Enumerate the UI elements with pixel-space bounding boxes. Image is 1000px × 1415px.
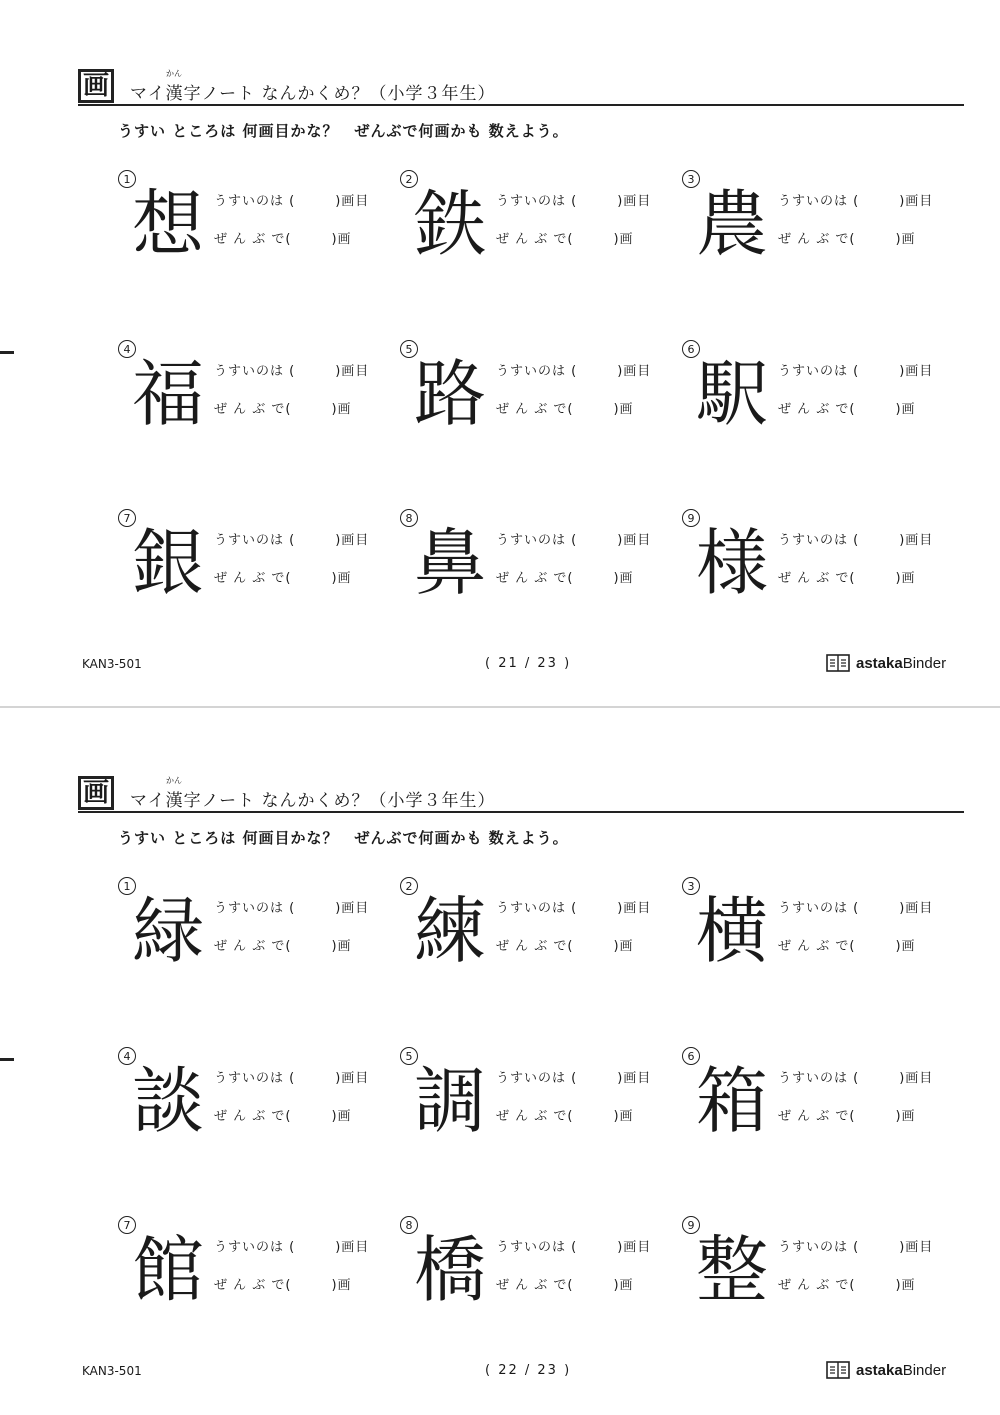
light-stroke-suffix: )画目 [899,1240,934,1255]
light-stroke-suffix: )画目 [335,901,370,916]
question-number: 5 [400,1047,418,1065]
light-stroke-prefix: うすいのは ( [778,533,860,548]
kanji-character: 談 [132,1059,205,1143]
total-stroke-suffix: )画 [895,571,916,586]
light-stroke-suffix: )画目 [899,1071,934,1086]
total-stroke-question [214,398,352,417]
total-stroke-prefix: ぜ ん ぶ で( [214,1109,292,1124]
question-number: 1 [118,877,136,895]
total-stroke-prefix: ぜ ん ぶ で( [778,1278,856,1293]
light-stroke-question [214,897,369,916]
light-stroke-prefix: うすいのは ( [778,901,860,916]
total-stroke-suffix: )画 [613,1278,634,1293]
light-stroke-question [778,190,933,209]
total-stroke-prefix: ぜ ん ぶ で( [214,1278,292,1293]
total-stroke-prefix: ぜ ん ぶ で( [214,232,292,247]
instruction-text: うすい ところは 何画目かな？ ぜんぶで何画かも 数えよう。 [118,829,569,847]
worksheet-page [0,707,1000,1414]
total-stroke-question [214,935,352,954]
question-number: 7 [118,1216,136,1234]
worksheet-code: KAN3-501 [82,1364,142,1378]
light-stroke-suffix: )画目 [335,1071,370,1086]
total-stroke-suffix: )画 [331,1278,352,1293]
worksheet-page [0,0,1000,707]
light-stroke-prefix: うすいのは ( [214,533,296,548]
total-stroke-suffix: )画 [331,402,352,417]
page-number: ( 22 / 23 ) [485,1363,572,1378]
question-number: 9 [682,1216,700,1234]
question-number: 6 [682,340,700,358]
total-stroke-suffix: )画 [331,571,352,586]
light-stroke-suffix: )画目 [335,1240,370,1255]
kanji-character: 農 [696,182,769,266]
total-stroke-question [496,567,634,586]
light-stroke-question [214,360,369,379]
kanji-character: 駅 [696,352,769,436]
question-number: 1 [118,170,136,188]
question-number: 6 [682,1047,700,1065]
light-stroke-suffix: )画目 [617,1240,652,1255]
page-number: ( 21 / 23 ) [485,656,572,671]
light-stroke-suffix: )画目 [899,533,934,548]
light-stroke-suffix: )画目 [899,364,934,379]
ruby-text: かん [166,776,182,785]
total-stroke-prefix: ぜ ん ぶ で( [214,939,292,954]
total-stroke-question [496,1274,634,1293]
total-stroke-prefix: ぜ ん ぶ で( [778,1109,856,1124]
light-stroke-question [778,897,933,916]
light-stroke-question [496,1067,651,1086]
kanji-character: 鼻 [414,521,487,605]
hole-punch-mark [0,1058,14,1061]
total-stroke-prefix: ぜ ん ぶ で( [496,1278,574,1293]
kanji-character: 館 [132,1228,205,1312]
total-stroke-prefix: ぜ ん ぶ で( [496,232,574,247]
light-stroke-question [496,360,651,379]
question-number: 3 [682,170,700,188]
kanji-character: 横 [696,889,769,973]
kanji-character: 橋 [414,1228,487,1312]
title-rule [78,811,964,813]
kanji-character: 銀 [132,521,205,605]
question-cell [682,340,952,460]
total-stroke-question [778,567,916,586]
total-stroke-question [496,1105,634,1124]
question-cell [682,877,952,997]
total-stroke-suffix: )画 [613,232,634,247]
light-stroke-question [214,1236,369,1255]
light-stroke-suffix: )画目 [617,901,652,916]
light-stroke-prefix: うすいのは ( [496,1071,578,1086]
light-stroke-prefix: うすいのは ( [214,364,296,379]
question-number: 2 [400,170,418,188]
total-stroke-suffix: )画 [613,402,634,417]
light-stroke-question [496,1236,651,1255]
light-stroke-question [778,360,933,379]
brand-logo [826,1360,946,1380]
light-stroke-prefix: うすいのは ( [778,1071,860,1086]
light-stroke-suffix: )画目 [335,533,370,548]
light-stroke-question [778,1236,933,1255]
total-stroke-question [214,1274,352,1293]
light-stroke-question [778,1067,933,1086]
light-stroke-prefix: うすいのは ( [214,901,296,916]
light-stroke-suffix: )画目 [899,901,934,916]
total-stroke-question [496,398,634,417]
question-cell [118,509,388,629]
question-cell [682,1216,952,1336]
kanji-character: 様 [696,521,769,605]
total-stroke-suffix: )画 [895,402,916,417]
question-cell [118,877,388,997]
question-cell [682,509,952,629]
light-stroke-question [496,190,651,209]
brand-name: astakaBinder [856,1361,947,1379]
total-stroke-prefix: ぜ ん ぶ で( [496,1109,574,1124]
total-stroke-prefix: ぜ ん ぶ で( [214,402,292,417]
title-rule [78,104,964,106]
light-stroke-prefix: うすいのは ( [214,194,296,209]
kanji-character: 路 [414,352,487,436]
question-cell [118,170,388,290]
question-cell [400,1216,670,1336]
light-stroke-question [214,1067,369,1086]
question-number: 4 [118,340,136,358]
total-stroke-suffix: )画 [613,939,634,954]
total-stroke-suffix: )画 [895,939,916,954]
kanji-character: 福 [132,352,205,436]
kanji-character: 調 [414,1059,487,1143]
page-title: マイ漢字ノート なんかくめ？（小学３年生） [130,791,496,811]
light-stroke-prefix: うすいのは ( [496,364,578,379]
question-number: 4 [118,1047,136,1065]
total-stroke-suffix: )画 [613,1109,634,1124]
total-stroke-prefix: ぜ ん ぶ で( [778,571,856,586]
light-stroke-question [496,529,651,548]
total-stroke-suffix: )画 [613,571,634,586]
question-number: 8 [400,509,418,527]
light-stroke-prefix: うすいのは ( [496,1240,578,1255]
total-stroke-prefix: ぜ ん ぶ で( [778,402,856,417]
question-number: 5 [400,340,418,358]
brand-name: astakaBinder [856,654,947,672]
total-stroke-question [214,567,352,586]
question-cell [682,1047,952,1167]
question-cell [400,1047,670,1167]
total-stroke-question [214,228,352,247]
light-stroke-question [496,897,651,916]
instruction-text: うすい ところは 何画目かな？ ぜんぶで何画かも 数えよう。 [118,122,569,140]
total-stroke-suffix: )画 [331,1109,352,1124]
total-stroke-question [496,935,634,954]
kanji-character: 鉄 [414,182,487,266]
total-stroke-question [778,228,916,247]
total-stroke-question [778,935,916,954]
question-number: 9 [682,509,700,527]
hole-punch-mark [0,351,14,354]
question-cell [400,340,670,460]
question-cell [400,877,670,997]
total-stroke-question [778,1274,916,1293]
kanji-character: 練 [414,889,487,973]
question-number: 2 [400,877,418,895]
total-stroke-suffix: )画 [331,939,352,954]
total-stroke-prefix: ぜ ん ぶ で( [496,571,574,586]
light-stroke-prefix: うすいのは ( [496,194,578,209]
question-cell [118,1216,388,1336]
kanji-character: 箱 [696,1059,769,1143]
light-stroke-suffix: )画目 [899,194,934,209]
light-stroke-prefix: うすいのは ( [214,1240,296,1255]
total-stroke-question [778,398,916,417]
question-cell [682,170,952,290]
total-stroke-prefix: ぜ ん ぶ で( [496,402,574,417]
total-stroke-prefix: ぜ ん ぶ で( [778,939,856,954]
light-stroke-question [214,190,369,209]
total-stroke-prefix: ぜ ん ぶ で( [496,939,574,954]
light-stroke-suffix: )画目 [617,194,652,209]
question-cell [400,509,670,629]
stroke-icon: 画 [78,776,114,810]
light-stroke-prefix: うすいのは ( [214,1071,296,1086]
total-stroke-suffix: )画 [895,1109,916,1124]
question-number: 3 [682,877,700,895]
light-stroke-suffix: )画目 [617,533,652,548]
question-cell [118,340,388,460]
kanji-character: 想 [132,182,205,266]
light-stroke-prefix: うすいのは ( [778,194,860,209]
total-stroke-question [496,228,634,247]
light-stroke-question [214,529,369,548]
light-stroke-prefix: うすいのは ( [496,533,578,548]
stroke-icon: 画 [78,69,114,103]
total-stroke-question [214,1105,352,1124]
total-stroke-suffix: )画 [331,232,352,247]
page-title: マイ漢字ノート なんかくめ？（小学３年生） [130,84,496,104]
ruby-text: かん [166,69,182,78]
light-stroke-question [778,529,933,548]
kanji-character: 整 [696,1228,769,1312]
book-icon [826,1360,850,1380]
light-stroke-suffix: )画目 [617,364,652,379]
total-stroke-prefix: ぜ ん ぶ で( [214,571,292,586]
brand-logo [826,653,946,673]
question-number: 7 [118,509,136,527]
light-stroke-prefix: うすいのは ( [496,901,578,916]
light-stroke-prefix: うすいのは ( [778,364,860,379]
total-stroke-prefix: ぜ ん ぶ で( [778,232,856,247]
question-cell [118,1047,388,1167]
light-stroke-suffix: )画目 [335,194,370,209]
question-cell [400,170,670,290]
total-stroke-suffix: )画 [895,232,916,247]
light-stroke-suffix: )画目 [617,1071,652,1086]
total-stroke-question [778,1105,916,1124]
kanji-character: 緑 [132,889,205,973]
light-stroke-prefix: うすいのは ( [778,1240,860,1255]
worksheet-code: KAN3-501 [82,657,142,671]
total-stroke-suffix: )画 [895,1278,916,1293]
light-stroke-suffix: )画目 [335,364,370,379]
question-number: 8 [400,1216,418,1234]
book-icon [826,653,850,673]
